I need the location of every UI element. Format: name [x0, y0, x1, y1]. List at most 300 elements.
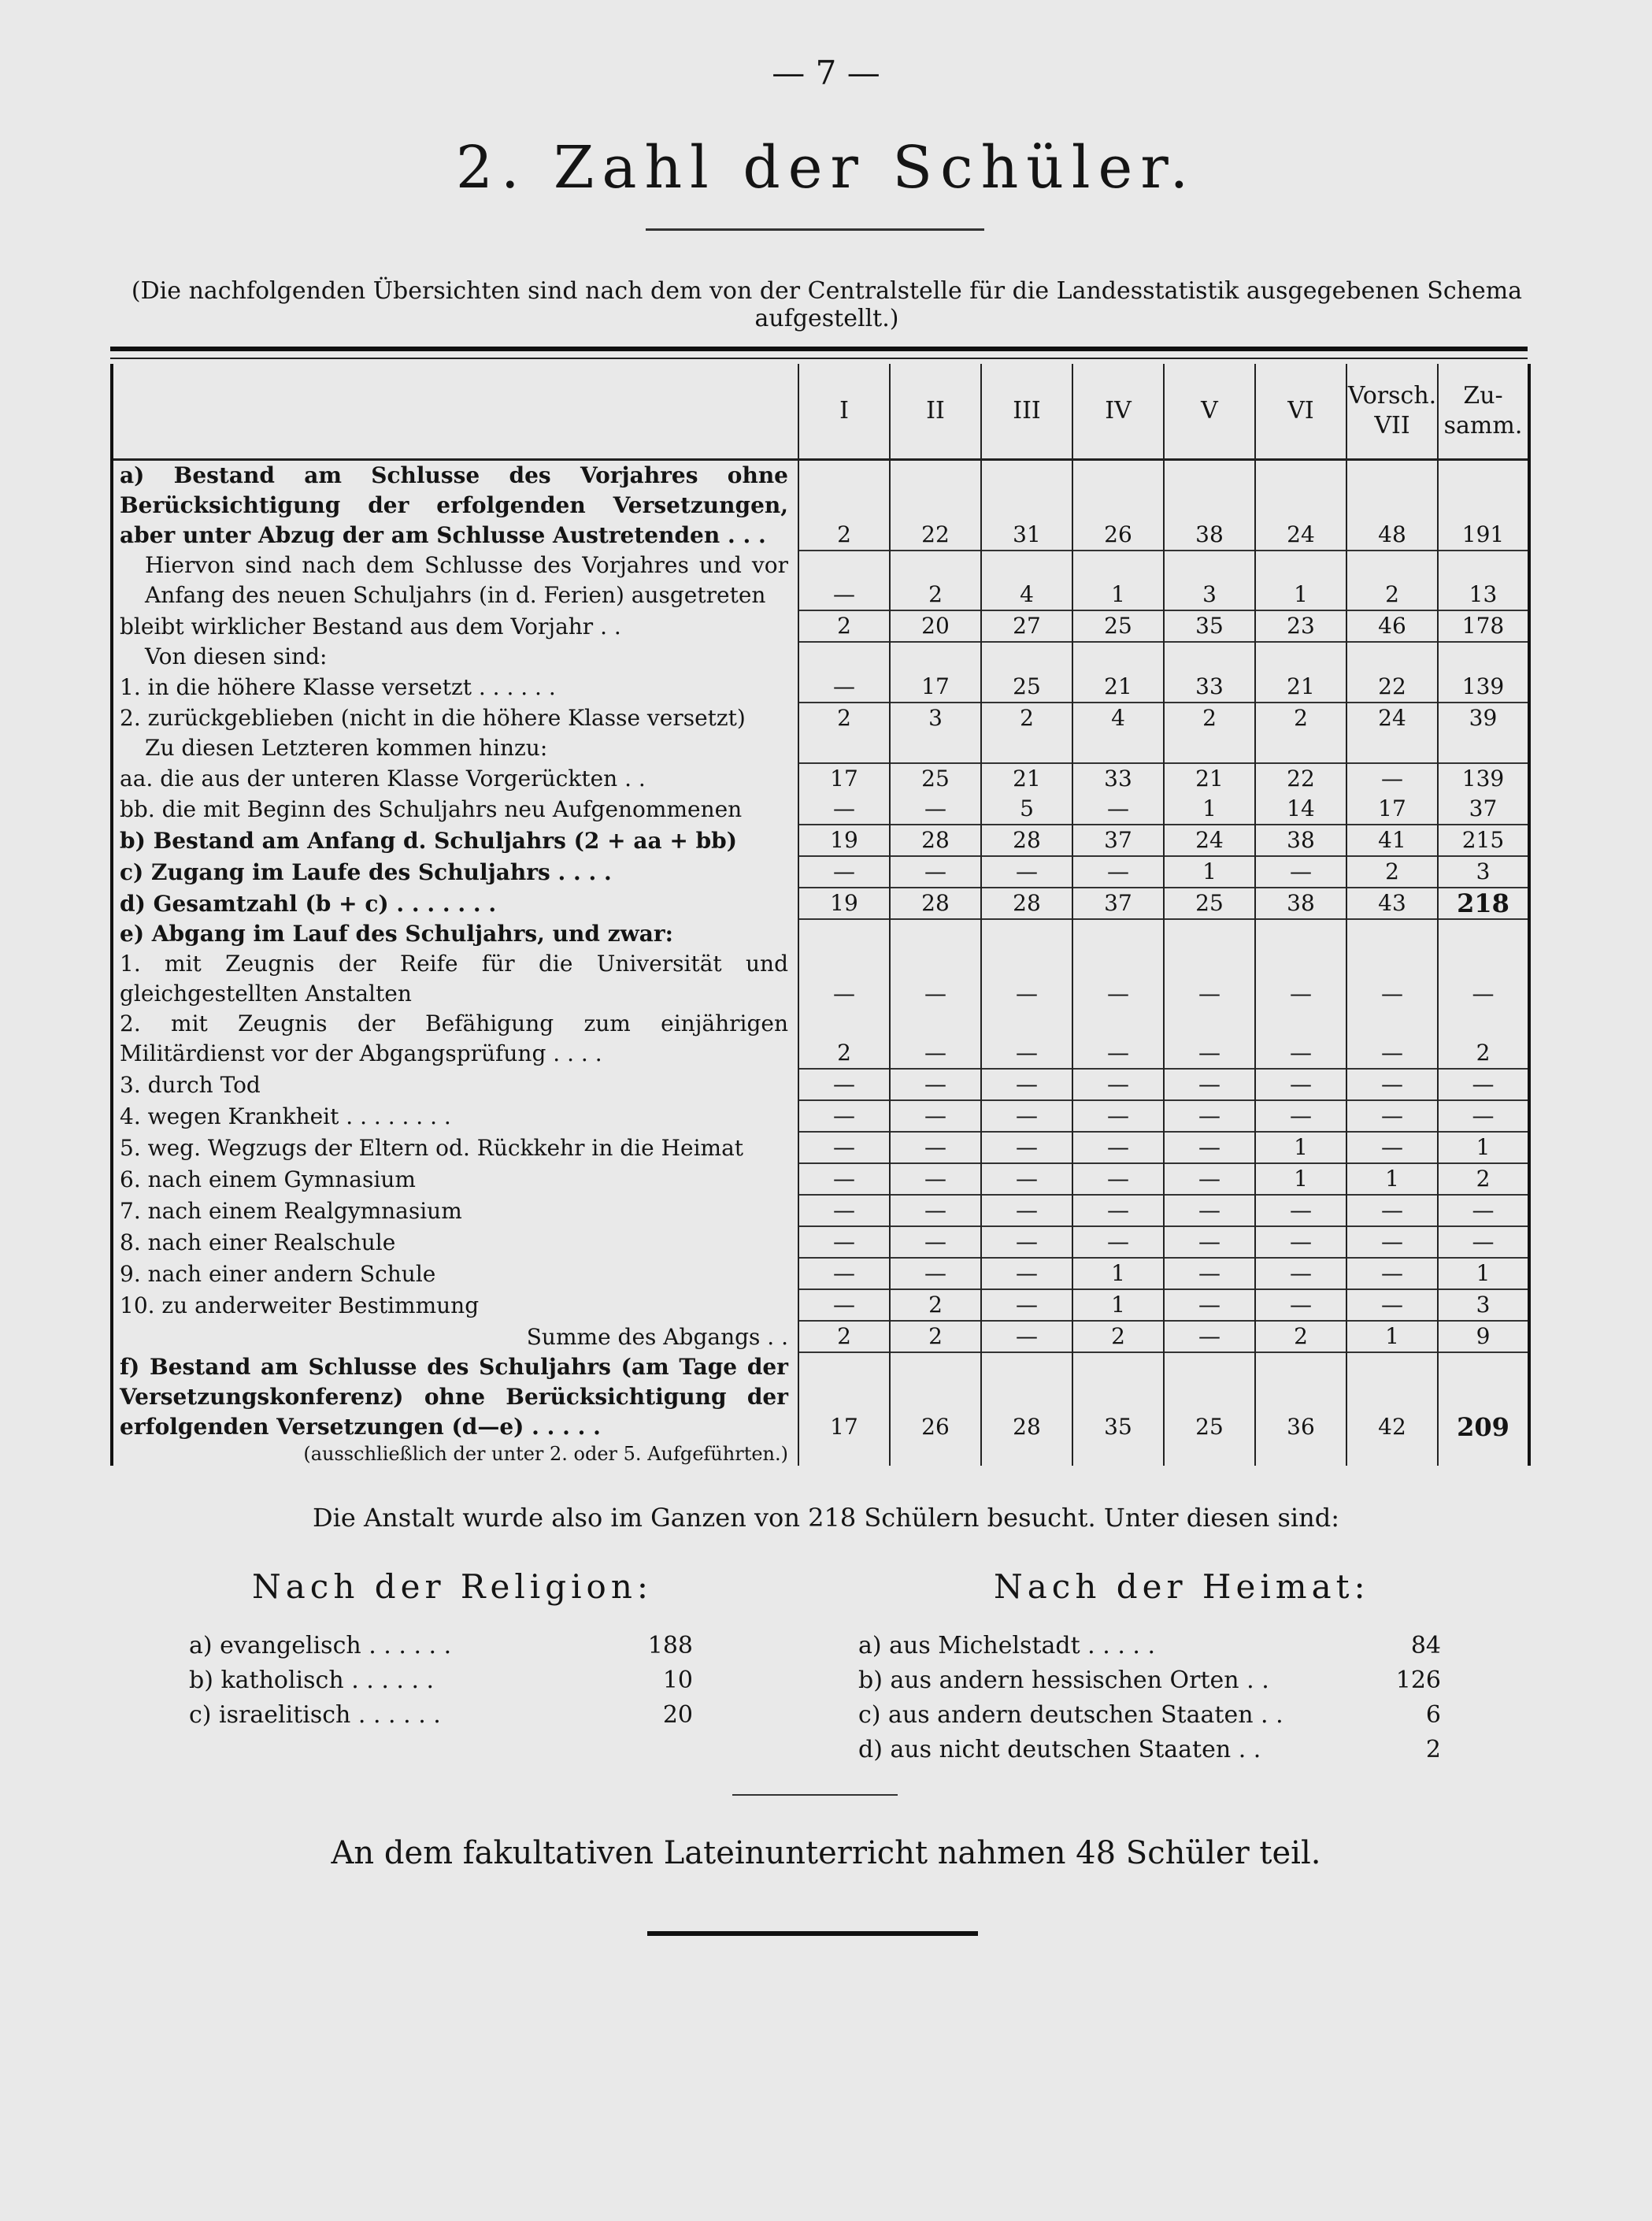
cell-value: 33	[1072, 763, 1164, 794]
cell-value: 1	[1164, 856, 1255, 888]
religion-heading: Nach der Religion:	[252, 1567, 654, 1606]
cell-value: 21	[1164, 763, 1255, 794]
cell-value: —	[1164, 1321, 1255, 1352]
table-row	[112, 733, 1529, 763]
religion-label: a) evangelisch . . . . . .	[189, 1632, 452, 1659]
cell-value: —	[890, 856, 981, 888]
cell-value: 17	[798, 1352, 890, 1442]
cell-value: 2	[798, 703, 890, 733]
cell-value: —	[798, 1163, 890, 1195]
row-label: 5. weg. Wegzugs der Eltern od. Rückkehr in die Heimat	[112, 1132, 798, 1163]
cell-value: 3	[890, 703, 981, 733]
cell-value: 1	[1255, 551, 1346, 610]
religion-value: 188	[647, 1632, 693, 1659]
cell-value: 2	[1255, 1321, 1346, 1352]
cell-empty	[981, 1442, 1072, 1466]
cell-value	[1072, 733, 1164, 763]
cell-value: 1	[1072, 1258, 1164, 1289]
cell-value: —	[1438, 1195, 1529, 1226]
header-col: I	[798, 364, 890, 460]
cell-value: —	[1164, 949, 1255, 1009]
cell-value: —	[1346, 949, 1438, 1009]
cell-value: —	[1255, 1100, 1346, 1132]
header-description	[112, 364, 798, 460]
list-item	[189, 1663, 693, 1698]
cell-value: —	[1255, 1258, 1346, 1289]
page-number: — 7 —	[772, 54, 880, 92]
cell-value: 1	[1346, 1321, 1438, 1352]
cell-value: —	[890, 1009, 981, 1069]
cell-value: —	[798, 794, 890, 825]
cell-value: —	[981, 1100, 1072, 1132]
cell-value: —	[981, 1069, 1072, 1100]
cell-value: 1	[1438, 1132, 1529, 1163]
cell-value: —	[1164, 1100, 1255, 1132]
table-row	[112, 1321, 1529, 1352]
cell-value: 28	[890, 888, 981, 919]
cell-value: 1	[1255, 1163, 1346, 1195]
cell-value: —	[890, 1226, 981, 1258]
cell-value	[981, 919, 1072, 949]
row-label: 2. zurückgeblieben (nicht in die höhere Klasse versetzt)	[112, 703, 798, 733]
cell-value: 31	[981, 460, 1072, 551]
cell-value: —	[1164, 1163, 1255, 1195]
cell-value: 2	[890, 1321, 981, 1352]
row-label: 7. nach einem Realgymnasium	[112, 1195, 798, 1226]
cell-value: 25	[1164, 1352, 1255, 1442]
cell-value: 35	[1072, 1352, 1164, 1442]
cell-value: 1	[1072, 551, 1164, 610]
cell-value	[1438, 642, 1529, 672]
cell-value: —	[1072, 794, 1164, 825]
cell-value: 36	[1255, 1352, 1346, 1442]
cell-value: —	[1072, 1226, 1164, 1258]
cell-value: 215	[1438, 825, 1529, 856]
cell-value: —	[890, 949, 981, 1009]
cell-value: 33	[1164, 672, 1255, 703]
cell-value	[890, 642, 981, 672]
cell-value: —	[1346, 1009, 1438, 1069]
table-row	[112, 949, 1529, 1009]
cell-value: 27	[981, 610, 1072, 642]
table-row	[112, 1442, 1529, 1466]
student-count-table	[110, 364, 1531, 1466]
cell-value: 1	[1255, 1132, 1346, 1163]
cell-value: 9	[1438, 1321, 1529, 1352]
cell-value: —	[981, 1258, 1072, 1289]
cell-value: 23	[1255, 610, 1346, 642]
cell-value: —	[798, 1069, 890, 1100]
cell-value	[981, 642, 1072, 672]
cell-value	[890, 733, 981, 763]
subtitle: (Die nachfolgenden Übersichten sind nach dem von der Centralstelle für die Landesstatistik ausgegebenen Schema aufgestellt.)	[131, 277, 1523, 332]
cell-value: 2	[1438, 1009, 1529, 1069]
heimat-label: c) aus andern deutschen Staaten . .	[858, 1701, 1283, 1729]
cell-value: 5	[981, 794, 1072, 825]
cell-value: 1	[1072, 1289, 1164, 1321]
cell-value: —	[1346, 1069, 1438, 1100]
brace-note: (ausschließlich der unter 2. oder 5. Aufgeführten.)	[112, 1442, 798, 1466]
cell-value: 20	[890, 610, 981, 642]
cell-value: —	[798, 1226, 890, 1258]
header-col: IV	[1072, 364, 1164, 460]
cell-value: —	[1346, 763, 1438, 794]
cell-value: 17	[798, 763, 890, 794]
row-label: bb. die mit Beginn des Schuljahrs neu Aufgenommenen	[112, 794, 798, 825]
row-label: c) Zugang im Laufe des Schuljahrs . . . .	[112, 856, 798, 888]
cell-value	[1164, 733, 1255, 763]
religion-label: b) katholisch . . . . . .	[189, 1667, 435, 1694]
row-label: 10. zu anderweiter Bestimmung	[112, 1289, 798, 1321]
cell-value: —	[798, 856, 890, 888]
cell-value: —	[1255, 1009, 1346, 1069]
cell-value: 38	[1255, 888, 1346, 919]
cell-value	[1072, 642, 1164, 672]
row-label: 1. in die höhere Klasse versetzt . . . . . .	[112, 672, 798, 703]
cell-value	[1346, 733, 1438, 763]
cell-value: 37	[1072, 888, 1164, 919]
cell-value: —	[1346, 1195, 1438, 1226]
cell-value: 2	[798, 610, 890, 642]
row-label: Zu diesen Letzteren kommen hinzu:	[112, 733, 798, 763]
cell-value: 28	[981, 888, 1072, 919]
header-col: VI	[1255, 364, 1346, 460]
cell-value: 2	[1438, 1163, 1529, 1195]
cell-value	[798, 919, 890, 949]
cell-value: 22	[1346, 672, 1438, 703]
table-top-rule-thin	[110, 358, 1528, 359]
table-row	[112, 1195, 1529, 1226]
cell-value: 48	[1346, 460, 1438, 551]
cell-value: 2	[890, 1289, 981, 1321]
cell-value: 17	[890, 672, 981, 703]
table-row	[112, 551, 1529, 610]
cell-value: 25	[1164, 888, 1255, 919]
row-label: 9. nach einer andern Schule	[112, 1258, 798, 1289]
cell-value: 1	[1438, 1258, 1529, 1289]
cell-value: 17	[1346, 794, 1438, 825]
cell-value: —	[1255, 856, 1346, 888]
header-col: V	[1164, 364, 1255, 460]
summary-text: Die Anstalt wurde also im Ganzen von 218 Schülern besucht. Unter diesen sind:	[312, 1503, 1340, 1533]
row-label: 8. nach einer Realschule	[112, 1226, 798, 1258]
cell-value: 24	[1255, 460, 1346, 551]
cell-empty	[1072, 1442, 1164, 1466]
table-body	[112, 460, 1529, 1466]
row-label: Summe des Abgangs . .	[112, 1321, 798, 1352]
heimat-label: d) aus nicht deutschen Staaten . .	[858, 1736, 1261, 1763]
cell-value: 43	[1346, 888, 1438, 919]
table-row	[112, 610, 1529, 642]
cell-value: 41	[1346, 825, 1438, 856]
table-row	[112, 1069, 1529, 1100]
cell-value	[1255, 919, 1346, 949]
cell-value: 35	[1164, 610, 1255, 642]
cell-value: —	[1438, 1226, 1529, 1258]
list-item	[858, 1698, 1441, 1733]
cell-value: —	[981, 1132, 1072, 1163]
cell-value: 2	[1072, 1321, 1164, 1352]
cell-value: 1	[1164, 794, 1255, 825]
row-label: 1. mit Zeugnis der Reife für die Universität und gleichgestellten Anstalten	[112, 949, 798, 1009]
header-col: Vorsch. VII	[1346, 364, 1438, 460]
cell-value: —	[1072, 1195, 1164, 1226]
latin-note: An dem fakultativen Lateinunterricht nahmen 48 Schüler teil.	[331, 1835, 1321, 1871]
cell-value: —	[1346, 1289, 1438, 1321]
cell-empty	[1164, 1442, 1255, 1466]
cell-value	[1072, 919, 1164, 949]
cell-value: —	[1164, 1226, 1255, 1258]
cell-value: —	[1346, 1258, 1438, 1289]
row-label: 6. nach einem Gymnasium	[112, 1163, 798, 1195]
heimat-heading: Nach der Heimat:	[994, 1567, 1370, 1606]
cell-value: 3	[1438, 1289, 1529, 1321]
cell-value: 21	[1255, 672, 1346, 703]
list-item	[189, 1698, 693, 1733]
cell-value: 14	[1255, 794, 1346, 825]
cell-empty	[1438, 1442, 1529, 1466]
list-item	[858, 1733, 1441, 1767]
cell-value	[1438, 733, 1529, 763]
cell-value	[1255, 642, 1346, 672]
page-title: 2. Zahl der Schüler.	[455, 134, 1197, 202]
cell-value: 13	[1438, 551, 1529, 610]
list-item	[858, 1663, 1441, 1698]
cell-value: 2	[798, 460, 890, 551]
table-top-rule	[110, 347, 1528, 351]
cell-value: —	[890, 1258, 981, 1289]
cell-value: —	[1255, 949, 1346, 1009]
cell-value: 209	[1438, 1352, 1529, 1442]
cell-value: —	[981, 1289, 1072, 1321]
cell-value: —	[798, 1195, 890, 1226]
table-row	[112, 1132, 1529, 1163]
table-row	[112, 642, 1529, 672]
row-label: f) Bestand am Schlusse des Schuljahrs (am Tage der Versetzungskonferenz) ohne Berücksichtigung der erfolgenden Versetzungen (d—e) . . . . .	[112, 1352, 798, 1442]
cell-value: —	[798, 1258, 890, 1289]
cell-value: 28	[981, 825, 1072, 856]
cell-value: 28	[981, 1352, 1072, 1442]
cell-value: 191	[1438, 460, 1529, 551]
cell-empty	[1255, 1442, 1346, 1466]
cell-value: —	[981, 1321, 1072, 1352]
cell-value: —	[1255, 1069, 1346, 1100]
row-label: aa. die aus der unteren Klasse Vorgerückten . .	[112, 763, 798, 794]
cell-value: —	[1164, 1069, 1255, 1100]
table-row	[112, 672, 1529, 703]
cell-value: —	[1438, 949, 1529, 1009]
cell-value: 28	[890, 825, 981, 856]
religion-value: 20	[662, 1701, 693, 1729]
cell-value: 19	[798, 888, 890, 919]
table-row	[112, 919, 1529, 949]
cell-value: —	[1346, 1226, 1438, 1258]
cell-value: —	[798, 1100, 890, 1132]
row-label: e) Abgang im Lauf des Schuljahrs, und zwar:	[112, 919, 798, 949]
row-label: 3. durch Tod	[112, 1069, 798, 1100]
cell-value: 4	[981, 551, 1072, 610]
cell-value	[890, 919, 981, 949]
religion-label: c) israelitisch . . . . . .	[189, 1701, 441, 1729]
header-col: Zu-samm.	[1438, 364, 1529, 460]
cell-value: —	[1164, 1195, 1255, 1226]
cell-value: —	[981, 1195, 1072, 1226]
cell-value: 42	[1346, 1352, 1438, 1442]
row-label: a) Bestand am Schlusse des Vorjahres ohne Berücksichtigung der erfolgenden Versetzungen, aber unter Abzug der am Schlusse Austretenden . . .	[112, 460, 798, 551]
cell-value	[1164, 642, 1255, 672]
cell-value: —	[981, 949, 1072, 1009]
cell-value	[981, 733, 1072, 763]
table-row	[112, 856, 1529, 888]
cell-value: —	[1072, 1100, 1164, 1132]
cell-value: —	[1438, 1069, 1529, 1100]
row-label: 2. mit Zeugnis der Befähigung zum einjährigen Militärdienst vor der Abgangsprüfung . . . .	[112, 1009, 798, 1069]
table-row	[112, 1100, 1529, 1132]
table-row	[112, 794, 1529, 825]
cell-value: 4	[1072, 703, 1164, 733]
row-label: bleibt wirklicher Bestand aus dem Vorjahr . .	[112, 610, 798, 642]
cell-value: —	[1072, 1009, 1164, 1069]
cell-value: —	[981, 1009, 1072, 1069]
cell-value	[1346, 642, 1438, 672]
cell-value: 38	[1164, 460, 1255, 551]
row-label: Von diesen sind:	[112, 642, 798, 672]
cell-value: —	[1072, 856, 1164, 888]
cell-value: 2	[1346, 856, 1438, 888]
table-row	[112, 825, 1529, 856]
cell-value: 2	[1346, 551, 1438, 610]
cell-value: —	[890, 794, 981, 825]
cell-value: 3	[1164, 551, 1255, 610]
cell-value: 22	[890, 460, 981, 551]
heimat-list	[858, 1629, 1441, 1767]
cell-value: —	[1346, 1132, 1438, 1163]
header-col: II	[890, 364, 981, 460]
cell-value: —	[890, 1195, 981, 1226]
cell-value: 2	[890, 551, 981, 610]
header-col: III	[981, 364, 1072, 460]
cell-value: —	[1164, 1009, 1255, 1069]
heimat-label: b) aus andern hessischen Orten . .	[858, 1667, 1269, 1694]
cell-value: 25	[890, 763, 981, 794]
cell-value: —	[798, 1289, 890, 1321]
section-rule	[732, 1794, 898, 1796]
row-label: Hiervon sind nach dem Schlusse des Vorjahres und vor Anfang des neuen Schuljahrs (in d. Ferien) ausgetreten	[112, 551, 798, 610]
cell-empty	[890, 1442, 981, 1466]
list-item	[858, 1629, 1441, 1663]
cell-value: 26	[890, 1352, 981, 1442]
cell-value: 25	[981, 672, 1072, 703]
cell-value: 38	[1255, 825, 1346, 856]
cell-value: —	[890, 1069, 981, 1100]
cell-value	[1164, 919, 1255, 949]
religion-value: 10	[662, 1667, 693, 1694]
cell-value: —	[1255, 1226, 1346, 1258]
cell-empty	[798, 1442, 890, 1466]
cell-value: —	[890, 1163, 981, 1195]
table-row	[112, 1258, 1529, 1289]
cell-empty	[1346, 1442, 1438, 1466]
cell-value: —	[1072, 1069, 1164, 1100]
cell-value: 1	[1346, 1163, 1438, 1195]
cell-value: 46	[1346, 610, 1438, 642]
title-rule	[646, 228, 984, 231]
cell-value: 19	[798, 825, 890, 856]
cell-value: —	[1072, 949, 1164, 1009]
cell-value: 39	[1438, 703, 1529, 733]
cell-value: 37	[1072, 825, 1164, 856]
cell-value: 26	[1072, 460, 1164, 551]
cell-value: 21	[1072, 672, 1164, 703]
table-row	[112, 1226, 1529, 1258]
list-item	[189, 1629, 693, 1663]
heimat-value: 2	[1425, 1736, 1441, 1763]
table-row	[112, 1289, 1529, 1321]
row-label: 4. wegen Krankheit . . . . . . . .	[112, 1100, 798, 1132]
cell-value: —	[890, 1100, 981, 1132]
cell-value: 139	[1438, 763, 1529, 794]
cell-value: 2	[1164, 703, 1255, 733]
cell-value	[1255, 733, 1346, 763]
cell-value: 25	[1072, 610, 1164, 642]
cell-value: —	[1255, 1195, 1346, 1226]
cell-value: —	[1072, 1163, 1164, 1195]
table-row	[112, 703, 1529, 733]
cell-value: 218	[1438, 888, 1529, 919]
table-row	[112, 763, 1529, 794]
cell-value: 2	[798, 1321, 890, 1352]
cell-value: 24	[1164, 825, 1255, 856]
row-label: b) Bestand am Anfang d. Schuljahrs (2 + aa + bb)	[112, 825, 798, 856]
cell-value	[798, 642, 890, 672]
cell-value: 3	[1438, 856, 1529, 888]
cell-value: —	[798, 672, 890, 703]
cell-value	[1346, 919, 1438, 949]
cell-value: —	[1072, 1132, 1164, 1163]
cell-value: —	[1438, 1100, 1529, 1132]
cell-value: 22	[1255, 763, 1346, 794]
heimat-label: a) aus Michelstadt . . . . .	[858, 1632, 1156, 1659]
cell-value: —	[890, 1132, 981, 1163]
cell-value: 2	[798, 1009, 890, 1069]
heimat-value: 6	[1425, 1701, 1441, 1729]
cell-value: 2	[981, 703, 1072, 733]
cell-value: —	[981, 856, 1072, 888]
table-row	[112, 460, 1529, 551]
cell-value: —	[1164, 1289, 1255, 1321]
cell-value: —	[798, 949, 890, 1009]
table-row	[112, 1163, 1529, 1195]
cell-value: 37	[1438, 794, 1529, 825]
cell-value: —	[981, 1163, 1072, 1195]
row-label: d) Gesamtzahl (b + c) . . . . . . .	[112, 888, 798, 919]
cell-value: —	[1164, 1132, 1255, 1163]
table-row	[112, 1009, 1529, 1069]
bottom-rule	[647, 1931, 978, 1936]
table-row	[112, 1352, 1529, 1442]
heimat-value: 84	[1410, 1632, 1441, 1659]
table-row	[112, 888, 1529, 919]
table-header-row	[112, 364, 1529, 460]
religion-list	[189, 1629, 693, 1733]
cell-value: —	[1164, 1258, 1255, 1289]
cell-value: 178	[1438, 610, 1529, 642]
cell-value: —	[981, 1226, 1072, 1258]
cell-value	[798, 733, 890, 763]
cell-value: —	[1346, 1100, 1438, 1132]
cell-value	[1438, 919, 1529, 949]
cell-value: —	[798, 1132, 890, 1163]
